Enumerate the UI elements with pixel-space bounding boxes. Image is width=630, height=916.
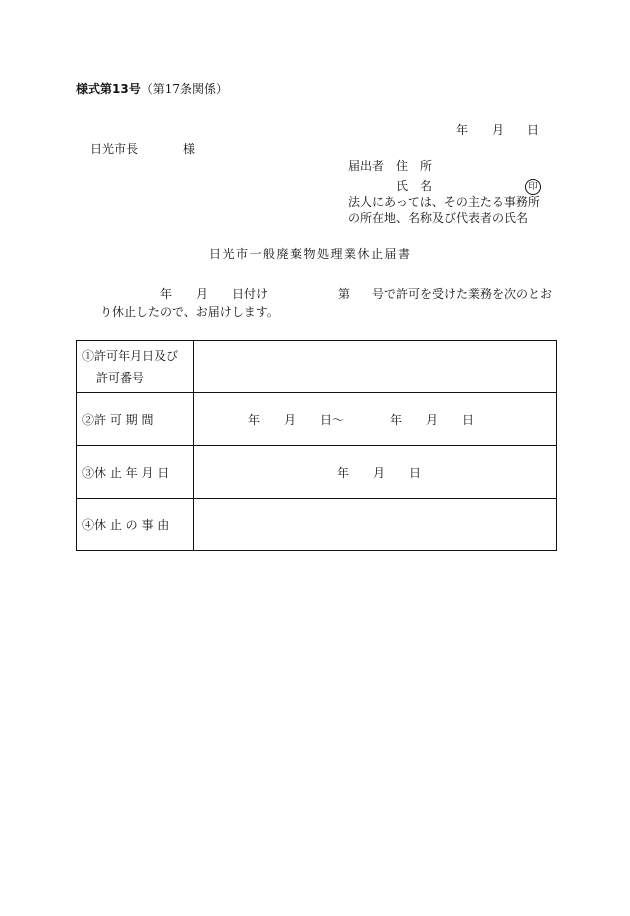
suspension-month: 月 [373, 466, 386, 480]
table-row [77, 393, 557, 446]
date-day: 日 [527, 123, 540, 137]
period-start-year: 年 [248, 413, 261, 427]
permit-date-number-field[interactable] [194, 341, 557, 393]
period-start-day: 日～ [320, 413, 345, 427]
period-end-month: 月 [426, 413, 439, 427]
corporate-note-line1: 法人にあっては、その主たる事務所 [348, 195, 540, 209]
permit-number-label: 許可番号 [96, 370, 145, 385]
body-month: 月 [196, 287, 209, 301]
form-number: 様式第13号 [76, 82, 141, 96]
period-start-month: 月 [284, 413, 297, 427]
body-dated: 日付け [232, 287, 269, 301]
permit-date-number-label [77, 341, 194, 393]
addressee-name: 日光市長 [90, 142, 139, 156]
suspension-reason-label: ④休 止 の 事 由 [77, 499, 194, 551]
date-year: 年 [456, 123, 469, 137]
name-label: 氏 名 [396, 179, 433, 193]
form-reference: （第17条関係） [140, 82, 228, 96]
form-table [76, 340, 557, 551]
suspension-date-label: ③休 止 年 月 日 [77, 446, 194, 499]
body-line1-rest: 号で許可を受けた業務を次のとお [372, 287, 553, 301]
permit-period-label: ②許 可 期 間 [77, 393, 194, 446]
addressee-honorific: 様 [183, 142, 196, 156]
suspension-day: 日 [409, 466, 422, 480]
form-header [76, 82, 228, 97]
period-end-year: 年 [390, 413, 403, 427]
date-month: 月 [492, 123, 505, 137]
table-row [77, 446, 557, 499]
permit-period-field[interactable] [194, 393, 557, 446]
suspension-year: 年 [337, 466, 350, 480]
body-number-prefix: 第 [338, 287, 351, 301]
seal-mark: 印 [525, 179, 541, 195]
table-row [77, 499, 557, 551]
permit-date-label: ①許可年月日及び [82, 348, 179, 363]
table-row [77, 341, 557, 393]
applicant-label: 届出者 [348, 159, 385, 173]
body-year: 年 [160, 287, 173, 301]
corporate-note-line2: の所在地、名称及び代表者の氏名 [348, 211, 529, 225]
suspension-reason-field[interactable] [194, 499, 557, 551]
period-end-day: 日 [462, 413, 475, 427]
address-label: 住 所 [396, 159, 433, 173]
document-title: 日光市一般廃棄物処理業休止届書 [209, 247, 412, 261]
body-line2: り休止したので、お届けします。 [100, 305, 279, 319]
suspension-date-field[interactable] [194, 446, 557, 499]
